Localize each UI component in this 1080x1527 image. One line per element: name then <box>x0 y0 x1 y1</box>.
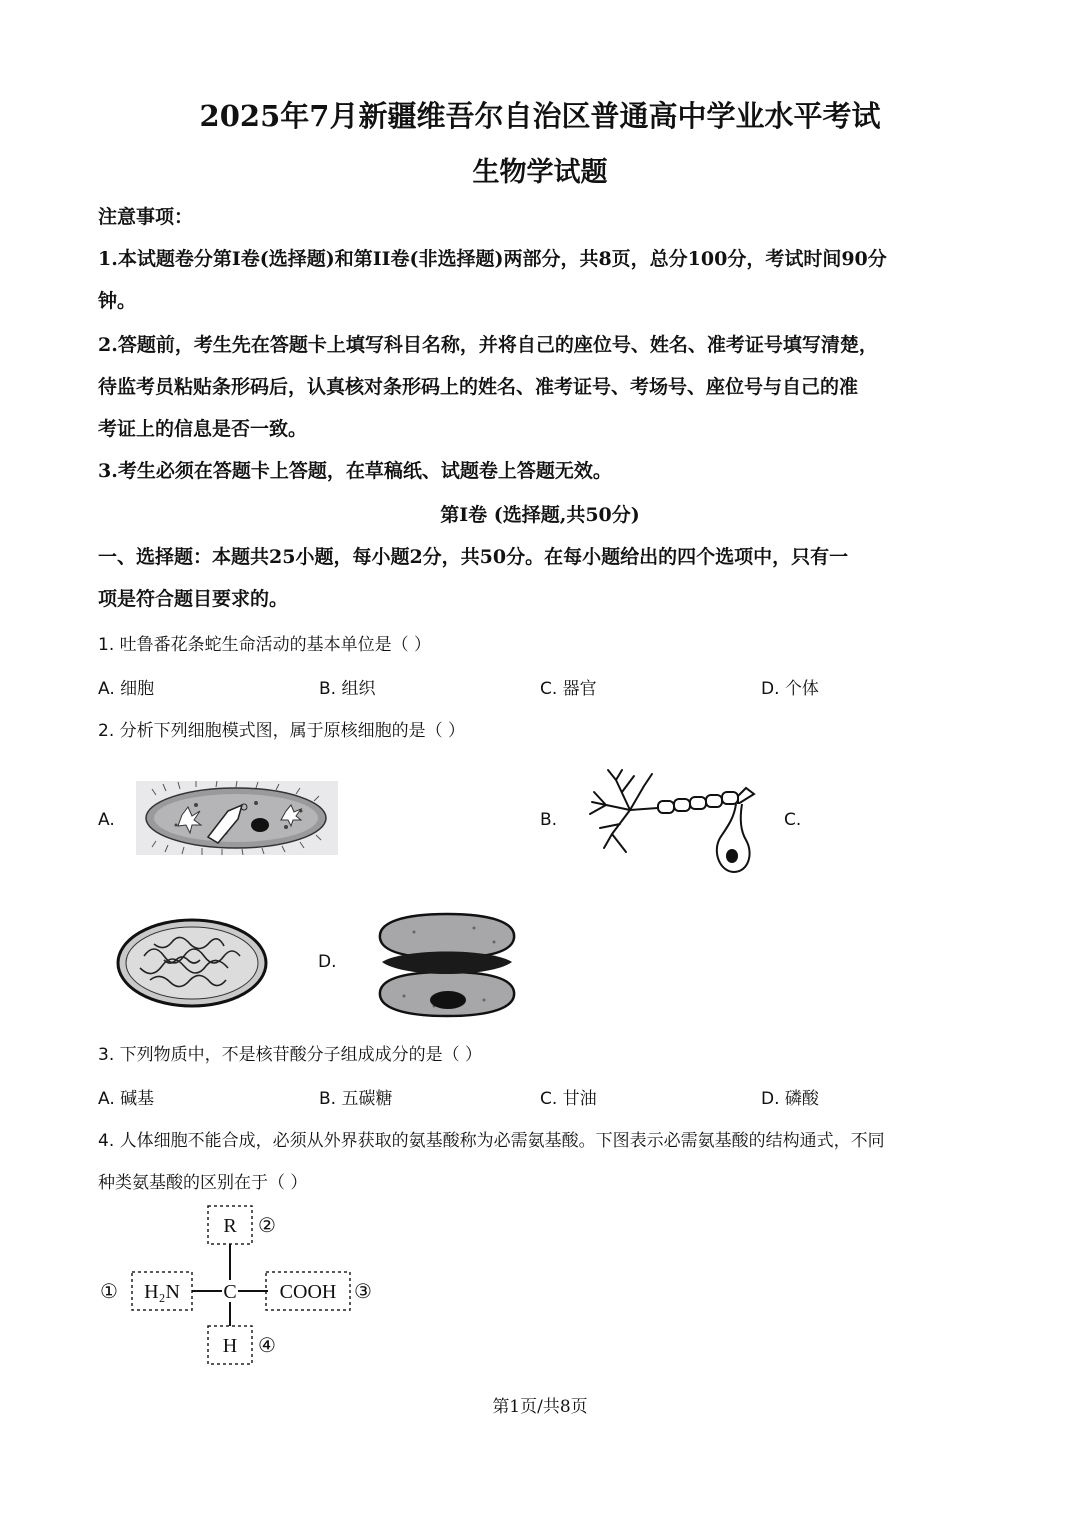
exam-title: 2025年7月新疆维吾尔自治区普通高中学业水平考试 <box>199 99 881 133</box>
question-1-option-d: D. 个体 <box>761 679 819 699</box>
question-2-stem: 2. 分析下列细胞模式图，属于原核细胞的是（ ） <box>98 721 466 741</box>
question-3-option-c: C. 甘油 <box>540 1089 597 1109</box>
neuron-cell-image <box>586 768 758 874</box>
hydrogen-label: H <box>222 1335 238 1357</box>
notice-heading: 注意事项： <box>98 206 194 228</box>
notice-item-1-line-2: 钟。 <box>98 290 137 312</box>
notice-item-1-line-1: 1.本试题卷分第I卷(选择题)和第II卷(非选择题)两部分，共8页，总分100分，考试时间90分 <box>98 248 887 270</box>
notice-item-2-line-2: 待监考员粘贴条形码后，认真核对条形码上的姓名、准考证号、考场号、座位号与自己的准 <box>98 376 859 398</box>
question-1-stem: 1. 吐鲁番花条蛇生命活动的基本单位是（ ） <box>98 635 432 655</box>
question-4-stem-line-1: 4. 人体细胞不能合成，必须从外界获取的氨基酸称为必需氨基酸。下图表示必需氨基酸的结构通式，不同 <box>98 1131 885 1151</box>
question-1-option-c: C. 器官 <box>540 679 597 699</box>
notice-item-3: 3.考生必须在答题卡上答题，在草稿纸、试题卷上答题无效。 <box>98 460 612 482</box>
question-2-label-c: C. <box>784 810 802 830</box>
question-4-stem-line-2: 种类氨基酸的区别在于（ ） <box>98 1173 308 1193</box>
page-number: 第1页/共8页 <box>492 1397 588 1417</box>
notice-item-2-line-1: 2.答题前，考生先在答题卡上填写科目名称，并将自己的座位号、姓名、准考证号填写清楚， <box>98 334 878 356</box>
amino-group-label: H₂N <box>144 1281 180 1303</box>
question-2-label-a: A. <box>98 810 115 830</box>
question-1-option-b: B. 组织 <box>319 679 376 699</box>
paramecium-cell-image <box>136 781 338 855</box>
marker-3: ③ <box>354 1281 372 1303</box>
question-3-option-b: B. 五碳糖 <box>319 1089 393 1109</box>
section-1-intro-line-1: 一、选择题：本题共25小题，每小题2分，共50分。在每小题给出的四个选项中，只有一 <box>98 546 849 568</box>
amino-acid-structure-diagram <box>96 1200 396 1370</box>
marker-4: ④ <box>258 1335 276 1357</box>
section-1-intro-line-2: 项是符合题目要求的。 <box>98 588 289 610</box>
carboxyl-group-label: COOH <box>279 1281 337 1303</box>
question-2-label-b: B. <box>540 810 558 830</box>
notice-item-2-line-3: 考证上的信息是否一致。 <box>98 418 308 440</box>
dividing-cell-image <box>374 912 520 1018</box>
marker-2: ② <box>258 1215 276 1237</box>
question-1-option-a: A. 细胞 <box>98 679 155 699</box>
section-1-heading: 第I卷 (选择题,共50分) <box>440 504 640 526</box>
r-group-label: R <box>223 1215 237 1237</box>
exam-subtitle: 生物学试题 <box>472 157 608 188</box>
oval-coiled-cell-image <box>114 916 270 1010</box>
question-3-option-d: D. 磷酸 <box>761 1089 819 1109</box>
question-3-stem: 3. 下列物质中，不是核苷酸分子组成成分的是（ ） <box>98 1045 483 1065</box>
question-3-option-a: A. 碱基 <box>98 1089 155 1109</box>
question-2-label-d: D. <box>318 952 337 972</box>
central-carbon-label: C <box>223 1281 237 1303</box>
marker-1: ① <box>100 1281 118 1303</box>
